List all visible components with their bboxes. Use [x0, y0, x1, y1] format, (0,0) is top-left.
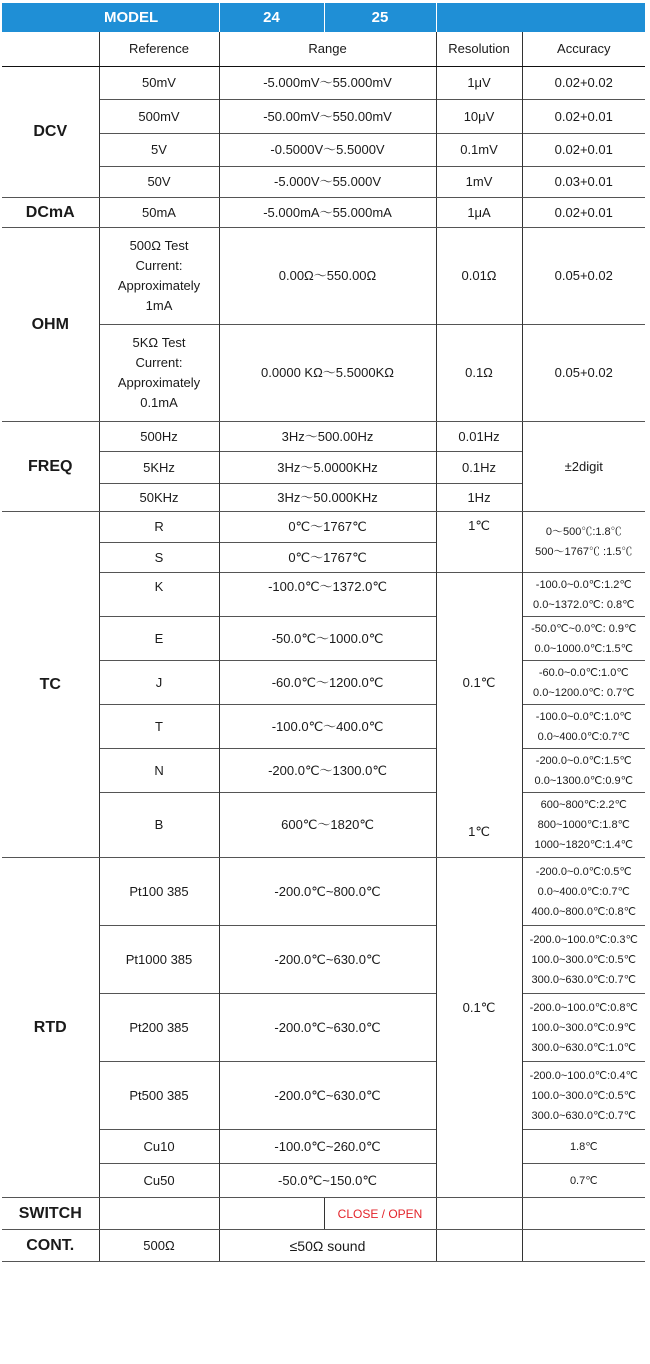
switch-range-25: CLOSE / OPEN — [324, 1198, 436, 1230]
freq-range: 3Hz～500.00Hz — [219, 422, 436, 452]
range-header: Range — [219, 32, 436, 67]
tc-range: -200.0℃～1300.0℃ — [219, 749, 436, 793]
dcv-ref: 5V — [99, 134, 219, 167]
freq-res: 0.01Hz — [436, 422, 522, 452]
tc-acc — [522, 661, 645, 705]
tc-ref: T — [99, 705, 219, 749]
ohm-ref-line: Current: — [135, 355, 183, 370]
ohm-res: 0.01Ω — [436, 228, 522, 325]
freq-row — [2, 422, 645, 452]
tc-ref: B — [99, 793, 219, 858]
cont-row — [2, 1230, 645, 1262]
tc-ref: E — [99, 617, 219, 661]
switch-row — [2, 1198, 645, 1230]
tc-range: 0℃～1767℃ — [219, 512, 436, 543]
freq-res: 0.1Hz — [436, 452, 522, 484]
rtd-category: RTD — [2, 858, 99, 1198]
acc-line: 0.0~1372.0℃: 0.8℃ — [533, 598, 635, 611]
dcv-row — [2, 67, 645, 100]
dcv-acc: 0.02+0.01 — [522, 100, 645, 134]
ohm-ref-line: Approximately — [117, 375, 201, 390]
switch-acc — [522, 1198, 645, 1230]
model-header-row — [2, 3, 645, 32]
acc-line: 100.0~300.0℃:0.5℃ — [531, 1089, 637, 1102]
dcv-category: DCV — [2, 67, 99, 198]
model-24: 24 — [219, 3, 324, 32]
switch-range-24 — [219, 1198, 324, 1230]
rtd-range: -100.0℃~260.0℃ — [219, 1130, 436, 1164]
model-25: 25 — [324, 3, 436, 32]
dcv-ref: 50V — [99, 167, 219, 198]
switch-res — [436, 1198, 522, 1230]
tc-acc — [522, 793, 645, 858]
dcma-range: -5.000mA～55.000mA — [219, 198, 436, 228]
freq-range: 3Hz～5.0000KHz — [219, 452, 436, 484]
dcv-res: 10μV — [436, 100, 522, 134]
ohm-ref-line: 5KΩ Test — [132, 335, 186, 350]
ohm-ref-line: Approximately — [117, 278, 201, 293]
acc-line: 0.0~400.0℃:0.7℃ — [537, 730, 630, 743]
tc-row — [2, 705, 645, 749]
rtd-acc: 1.8℃ — [522, 1130, 645, 1164]
freq-ref: 50KHz — [99, 484, 219, 512]
rtd-ref: Pt100 385 — [99, 858, 219, 926]
ohm-acc: 0.05+0.02 — [522, 325, 645, 422]
switch-ref — [99, 1198, 219, 1230]
freq-range: 3Hz～50.000KHz — [219, 484, 436, 512]
cont-acc — [522, 1230, 645, 1262]
tc-category: TC — [2, 512, 99, 858]
tc-row — [2, 661, 645, 705]
acc-line: 0.0~1200.0℃: 0.7℃ — [533, 686, 635, 699]
tc-range: 0℃～1767℃ — [219, 543, 436, 573]
rtd-ref: Pt500 385 — [99, 1062, 219, 1130]
tc-res-rs: 1℃ — [436, 512, 522, 573]
dcma-ref: 50mA — [99, 198, 219, 228]
cont-res — [436, 1230, 522, 1262]
dcv-range: -5.000mV～55.000mV — [219, 67, 436, 100]
freq-acc: ±2digit — [522, 422, 645, 512]
dcma-acc: 0.02+0.01 — [522, 198, 645, 228]
acc-line: -60.0~0.0℃:1.0℃ — [538, 666, 629, 679]
tc-row — [2, 749, 645, 793]
acc-line: 0.0~1300.0℃:0.9℃ — [534, 774, 633, 787]
ohm-acc: 0.05+0.02 — [522, 228, 645, 325]
rtd-acc — [522, 926, 645, 994]
dcv-range: -5.000V～55.000V — [219, 167, 436, 198]
ohm-res: 0.1Ω — [436, 325, 522, 422]
rtd-acc — [522, 994, 645, 1062]
dcv-res: 1mV — [436, 167, 522, 198]
acc-line: 100.0~300.0℃:0.5℃ — [531, 953, 637, 966]
acc-line: -200.0~100.0℃:0.4℃ — [529, 1069, 638, 1082]
rtd-ref: Cu50 — [99, 1164, 219, 1198]
tc-acc — [522, 617, 645, 661]
freq-ref: 5KHz — [99, 452, 219, 484]
tc-range: -100.0℃～400.0℃ — [219, 705, 436, 749]
dcv-res: 0.1mV — [436, 134, 522, 167]
dcv-res: 1μV — [436, 67, 522, 100]
acc-line: -100.0~0.0℃:1.0℃ — [535, 710, 632, 723]
header-filler — [436, 3, 645, 32]
tc-row — [2, 617, 645, 661]
ohm-ref-line: Current: — [135, 258, 183, 273]
acc-line: 800~1000℃:1.8℃ — [537, 819, 630, 831]
dcma-row — [2, 198, 645, 228]
rtd-row — [2, 1130, 645, 1164]
acc-line: 600~800℃:2.2℃ — [540, 799, 627, 811]
tc-ref: S — [99, 543, 219, 573]
dcv-range: -50.00mV～550.00mV — [219, 100, 436, 134]
rtd-range: -200.0℃~630.0℃ — [219, 1062, 436, 1130]
dcv-acc: 0.03+0.01 — [522, 167, 645, 198]
acc-line: 0～500℃:1.8℃ — [545, 526, 622, 538]
ohm-category: OHM — [2, 228, 99, 422]
accuracy-header: Accuracy — [522, 32, 645, 67]
tc-row — [2, 573, 645, 617]
ohm-row — [2, 228, 645, 325]
rtd-ref: Pt1000 385 — [99, 926, 219, 994]
rtd-range: -50.0℃~150.0℃ — [219, 1164, 436, 1198]
tc-ref: K — [99, 573, 219, 617]
rtd-ref: Cu10 — [99, 1130, 219, 1164]
category-header — [2, 32, 99, 67]
reference-header: Reference — [99, 32, 219, 67]
tc-acc-rs — [522, 512, 645, 573]
rtd-acc — [522, 858, 645, 926]
tc-range: 600℃～1820℃ — [219, 793, 436, 858]
rtd-row — [2, 926, 645, 994]
ohm-range: 0.00Ω～550.00Ω — [219, 228, 436, 325]
dcv-row — [2, 167, 645, 198]
tc-ref: R — [99, 512, 219, 543]
dcv-ref: 50mV — [99, 67, 219, 100]
resolution-header: Resolution — [436, 32, 522, 67]
tc-range: -50.0℃～1000.0℃ — [219, 617, 436, 661]
rtd-ref: Pt200 385 — [99, 994, 219, 1062]
rtd-res: 0.1℃ — [436, 858, 522, 1198]
acc-line: 1000~1820℃:1.4℃ — [534, 839, 633, 851]
rtd-acc — [522, 1062, 645, 1130]
ohm-range: 0.0000 KΩ～5.5000KΩ — [219, 325, 436, 422]
tc-range: -100.0℃～1372.0℃ — [219, 573, 436, 617]
acc-line: 0.0~1000.0℃:1.5℃ — [534, 642, 633, 655]
tc-row — [2, 793, 645, 858]
model-label: MODEL — [2, 3, 219, 32]
dcv-range: -0.5000V～5.5000V — [219, 134, 436, 167]
tc-acc — [522, 573, 645, 617]
rtd-row — [2, 1062, 645, 1130]
rtd-range: -200.0℃~630.0℃ — [219, 926, 436, 994]
tc-range: -60.0℃～1200.0℃ — [219, 661, 436, 705]
freq-category: FREQ — [2, 422, 99, 512]
rtd-row — [2, 858, 645, 926]
tc-ref: J — [99, 661, 219, 705]
acc-line: 100.0~300.0℃:0.9℃ — [531, 1021, 637, 1034]
dcv-row — [2, 100, 645, 134]
dcv-acc: 0.02+0.01 — [522, 134, 645, 167]
switch-category: SWITCH — [2, 1198, 99, 1230]
ohm-ref — [99, 325, 219, 422]
acc-line: -200.0~100.0℃:0.8℃ — [529, 1001, 638, 1014]
ohm-ref-line: 1mA — [145, 298, 173, 313]
acc-line: -200.0~100.0℃:0.3℃ — [529, 933, 638, 946]
tc-acc — [522, 705, 645, 749]
cont-range: ≤50Ω sound — [219, 1230, 436, 1262]
ohm-ref — [99, 228, 219, 325]
cont-category: CONT. — [2, 1230, 99, 1262]
tc-res-b: 1℃ — [436, 793, 522, 858]
acc-line: -200.0~0.0℃:0.5℃ — [535, 865, 632, 878]
acc-line: 500～1767℃ :1.5℃ — [535, 546, 633, 558]
ohm-row — [2, 325, 645, 422]
rtd-row — [2, 994, 645, 1062]
ohm-ref-line: 500Ω Test — [129, 238, 189, 253]
rtd-row — [2, 1164, 645, 1198]
acc-line: 0.0~400.0℃:0.7℃ — [537, 885, 630, 898]
freq-ref: 500Hz — [99, 422, 219, 452]
acc-line: 300.0~630.0℃:0.7℃ — [531, 1109, 637, 1122]
acc-line: -200.0~0.0℃:1.5℃ — [535, 754, 632, 767]
dcv-row — [2, 134, 645, 167]
freq-res: 1Hz — [436, 484, 522, 512]
spec-table — [2, 3, 645, 1262]
tc-acc — [522, 749, 645, 793]
cont-ref: 500Ω — [99, 1230, 219, 1262]
dcv-ref: 500mV — [99, 100, 219, 134]
dcma-category: DCmA — [2, 198, 99, 228]
dcv-acc: 0.02+0.02 — [522, 67, 645, 100]
tc-row — [2, 512, 645, 543]
acc-line: 300.0~630.0℃:1.0℃ — [531, 1041, 637, 1054]
rtd-range: -200.0℃~800.0℃ — [219, 858, 436, 926]
rtd-acc: 0.7℃ — [522, 1164, 645, 1198]
acc-line: 300.0~630.0℃:0.7℃ — [531, 973, 637, 986]
tc-ref: N — [99, 749, 219, 793]
tc-res-mid: 0.1℃ — [436, 573, 522, 793]
acc-line: -50.0℃~0.0℃: 0.9℃ — [531, 622, 637, 635]
acc-line: 400.0~800.0℃:0.8℃ — [531, 905, 637, 918]
dcma-res: 1μA — [436, 198, 522, 228]
column-header-row — [2, 32, 645, 67]
rtd-range: -200.0℃~630.0℃ — [219, 994, 436, 1062]
acc-line: -100.0~0.0℃:1.2℃ — [535, 578, 632, 591]
ohm-ref-line: 0.1mA — [140, 395, 178, 410]
